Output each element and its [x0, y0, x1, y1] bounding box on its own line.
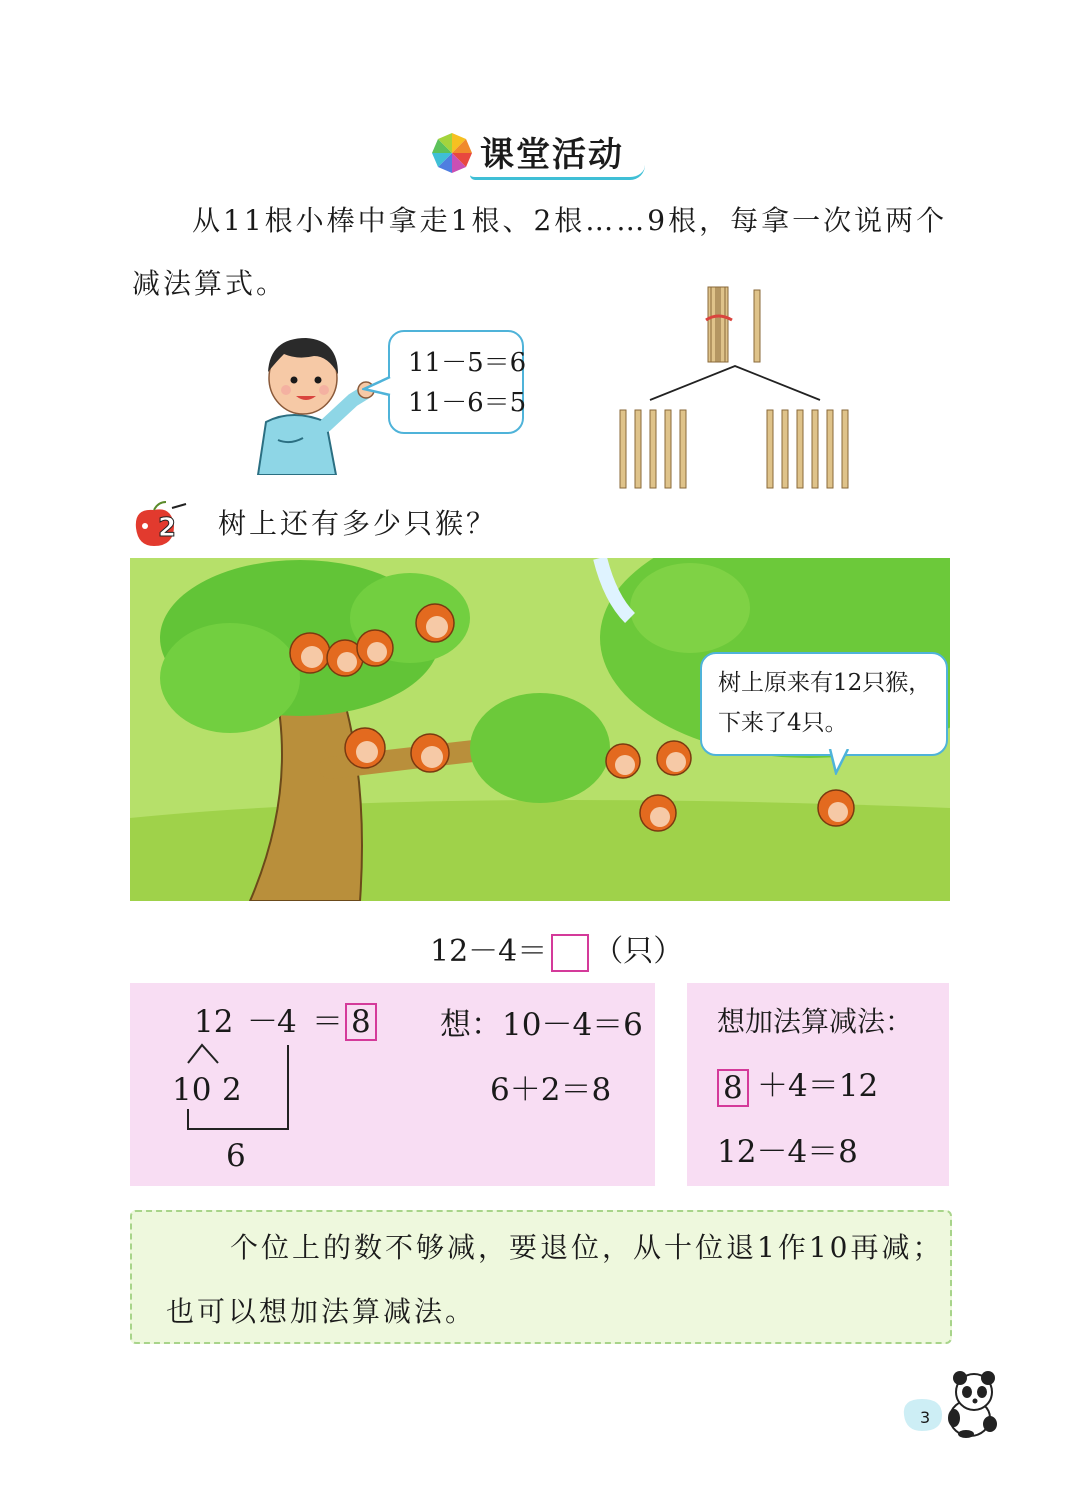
m1-split-2: 2	[222, 1072, 242, 1108]
m1-equals: ＝	[312, 1004, 343, 1040]
speech-line-2: 下来了4只。	[718, 710, 848, 736]
apple-number-icon	[128, 500, 190, 550]
bubble-tail	[362, 375, 392, 399]
m1-minus: －	[247, 1004, 278, 1040]
tip-line-1: 个位上的数不够减，要退位，从十位退1作10再减；	[230, 1231, 944, 1264]
m2-answer-box: 8	[717, 1069, 749, 1107]
equation-unit: （只）	[593, 934, 684, 969]
m1-num-12: 12	[194, 1004, 234, 1040]
tip-box	[130, 1210, 952, 1344]
title-underline	[470, 165, 645, 180]
panda-icon	[938, 1368, 1008, 1438]
method-addition-panel	[687, 983, 949, 1186]
m1-num-4: 4	[277, 1004, 297, 1040]
equation-left: 12－4＝	[430, 934, 548, 969]
m1-split-10: 10	[172, 1072, 212, 1108]
stick-bundle	[708, 287, 728, 362]
answer-box[interactable]	[551, 934, 589, 972]
speech-line-1: 树上原来有12只猴，	[718, 670, 932, 696]
tip-line-2: 也可以想加法算减法。	[166, 1295, 477, 1328]
problem-question: 树上还有多少只猴？	[218, 507, 498, 540]
activity-line-1: 从11根小棒中拿走1根、2根……9根，每拿一次说两个	[192, 204, 948, 237]
speech-bubble-monkeys	[700, 652, 948, 756]
speech-bubble-tail	[826, 749, 852, 775]
m2-title: 想加法算减法：	[717, 1005, 914, 1038]
bubble-line-1: 11－5＝6	[408, 348, 527, 378]
pinwheel-icon	[430, 131, 474, 175]
main-equation	[430, 926, 683, 972]
m1-think-1: 想：10－4＝6	[440, 1007, 643, 1043]
m1-think-2: 6＋2＝8	[490, 1072, 612, 1108]
m2-line-2: 12－4＝8	[717, 1134, 858, 1170]
sticks-group-right	[767, 410, 848, 488]
single-stick	[754, 290, 760, 362]
page-number: 3	[920, 1408, 931, 1427]
bubble-line-2: 11－6＝5	[408, 388, 527, 418]
activity-line-2: 减法算式。	[132, 267, 288, 300]
m1-answer-box: 8	[345, 1003, 377, 1041]
m2-line-1: ＋4＝12	[757, 1068, 879, 1104]
speech-bubble-subtraction	[388, 330, 527, 434]
sticks-group-left	[620, 410, 686, 488]
sticks-diagram	[610, 282, 860, 492]
m1-result-6: 6	[226, 1138, 246, 1174]
section-header	[430, 125, 660, 181]
problem-number: 2	[158, 513, 177, 543]
method-split-panel	[130, 983, 655, 1186]
section-title: 课堂活动	[480, 135, 624, 175]
boy-illustration	[248, 330, 378, 475]
